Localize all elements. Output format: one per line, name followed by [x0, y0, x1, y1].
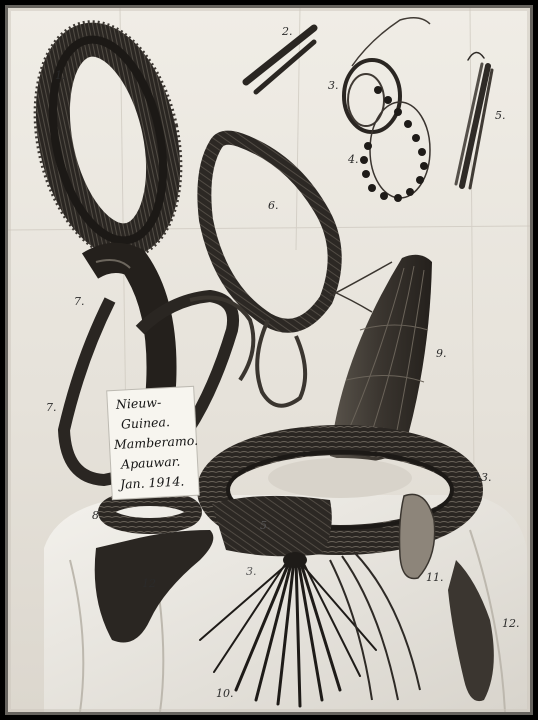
label-line-5: Jan. 1914.: [119, 473, 185, 492]
specimen-number-10: 10.: [216, 687, 234, 700]
specimen-number-12-left: 12: [142, 577, 156, 590]
specimen-number-6: 6.: [268, 199, 279, 212]
specimen-number-2: 2.: [282, 25, 293, 38]
specimen-number-4: 4.: [348, 153, 359, 166]
object-woven-band: [212, 496, 332, 556]
specimen-number-11: 11.: [426, 571, 444, 584]
specimen-number-3: 3.: [328, 79, 339, 92]
specimen-number-12-right: 12.: [502, 617, 520, 630]
label-line-4: Apauwar.: [120, 453, 181, 472]
specimen-number-13: 13.: [474, 471, 492, 484]
specimen-number-5-table: 5.: [260, 519, 271, 532]
specimen-number-3-table: 3.: [246, 565, 257, 578]
collection-label-card: [107, 387, 199, 499]
specimen-number-5: 5.: [495, 109, 506, 122]
specimen-number-7-lower: 7.: [46, 401, 57, 414]
label-line-2: Guinea.: [120, 414, 171, 432]
specimen-number-7-upper: 7.: [74, 295, 85, 308]
specimen-number-1: 1.: [55, 69, 66, 82]
specimen-number-8: 8.: [92, 509, 103, 522]
label-line-3: Mamberamo.: [113, 432, 199, 453]
specimen-number-9: 9.: [436, 347, 447, 360]
label-line-1: Nieuw-: [115, 394, 162, 412]
